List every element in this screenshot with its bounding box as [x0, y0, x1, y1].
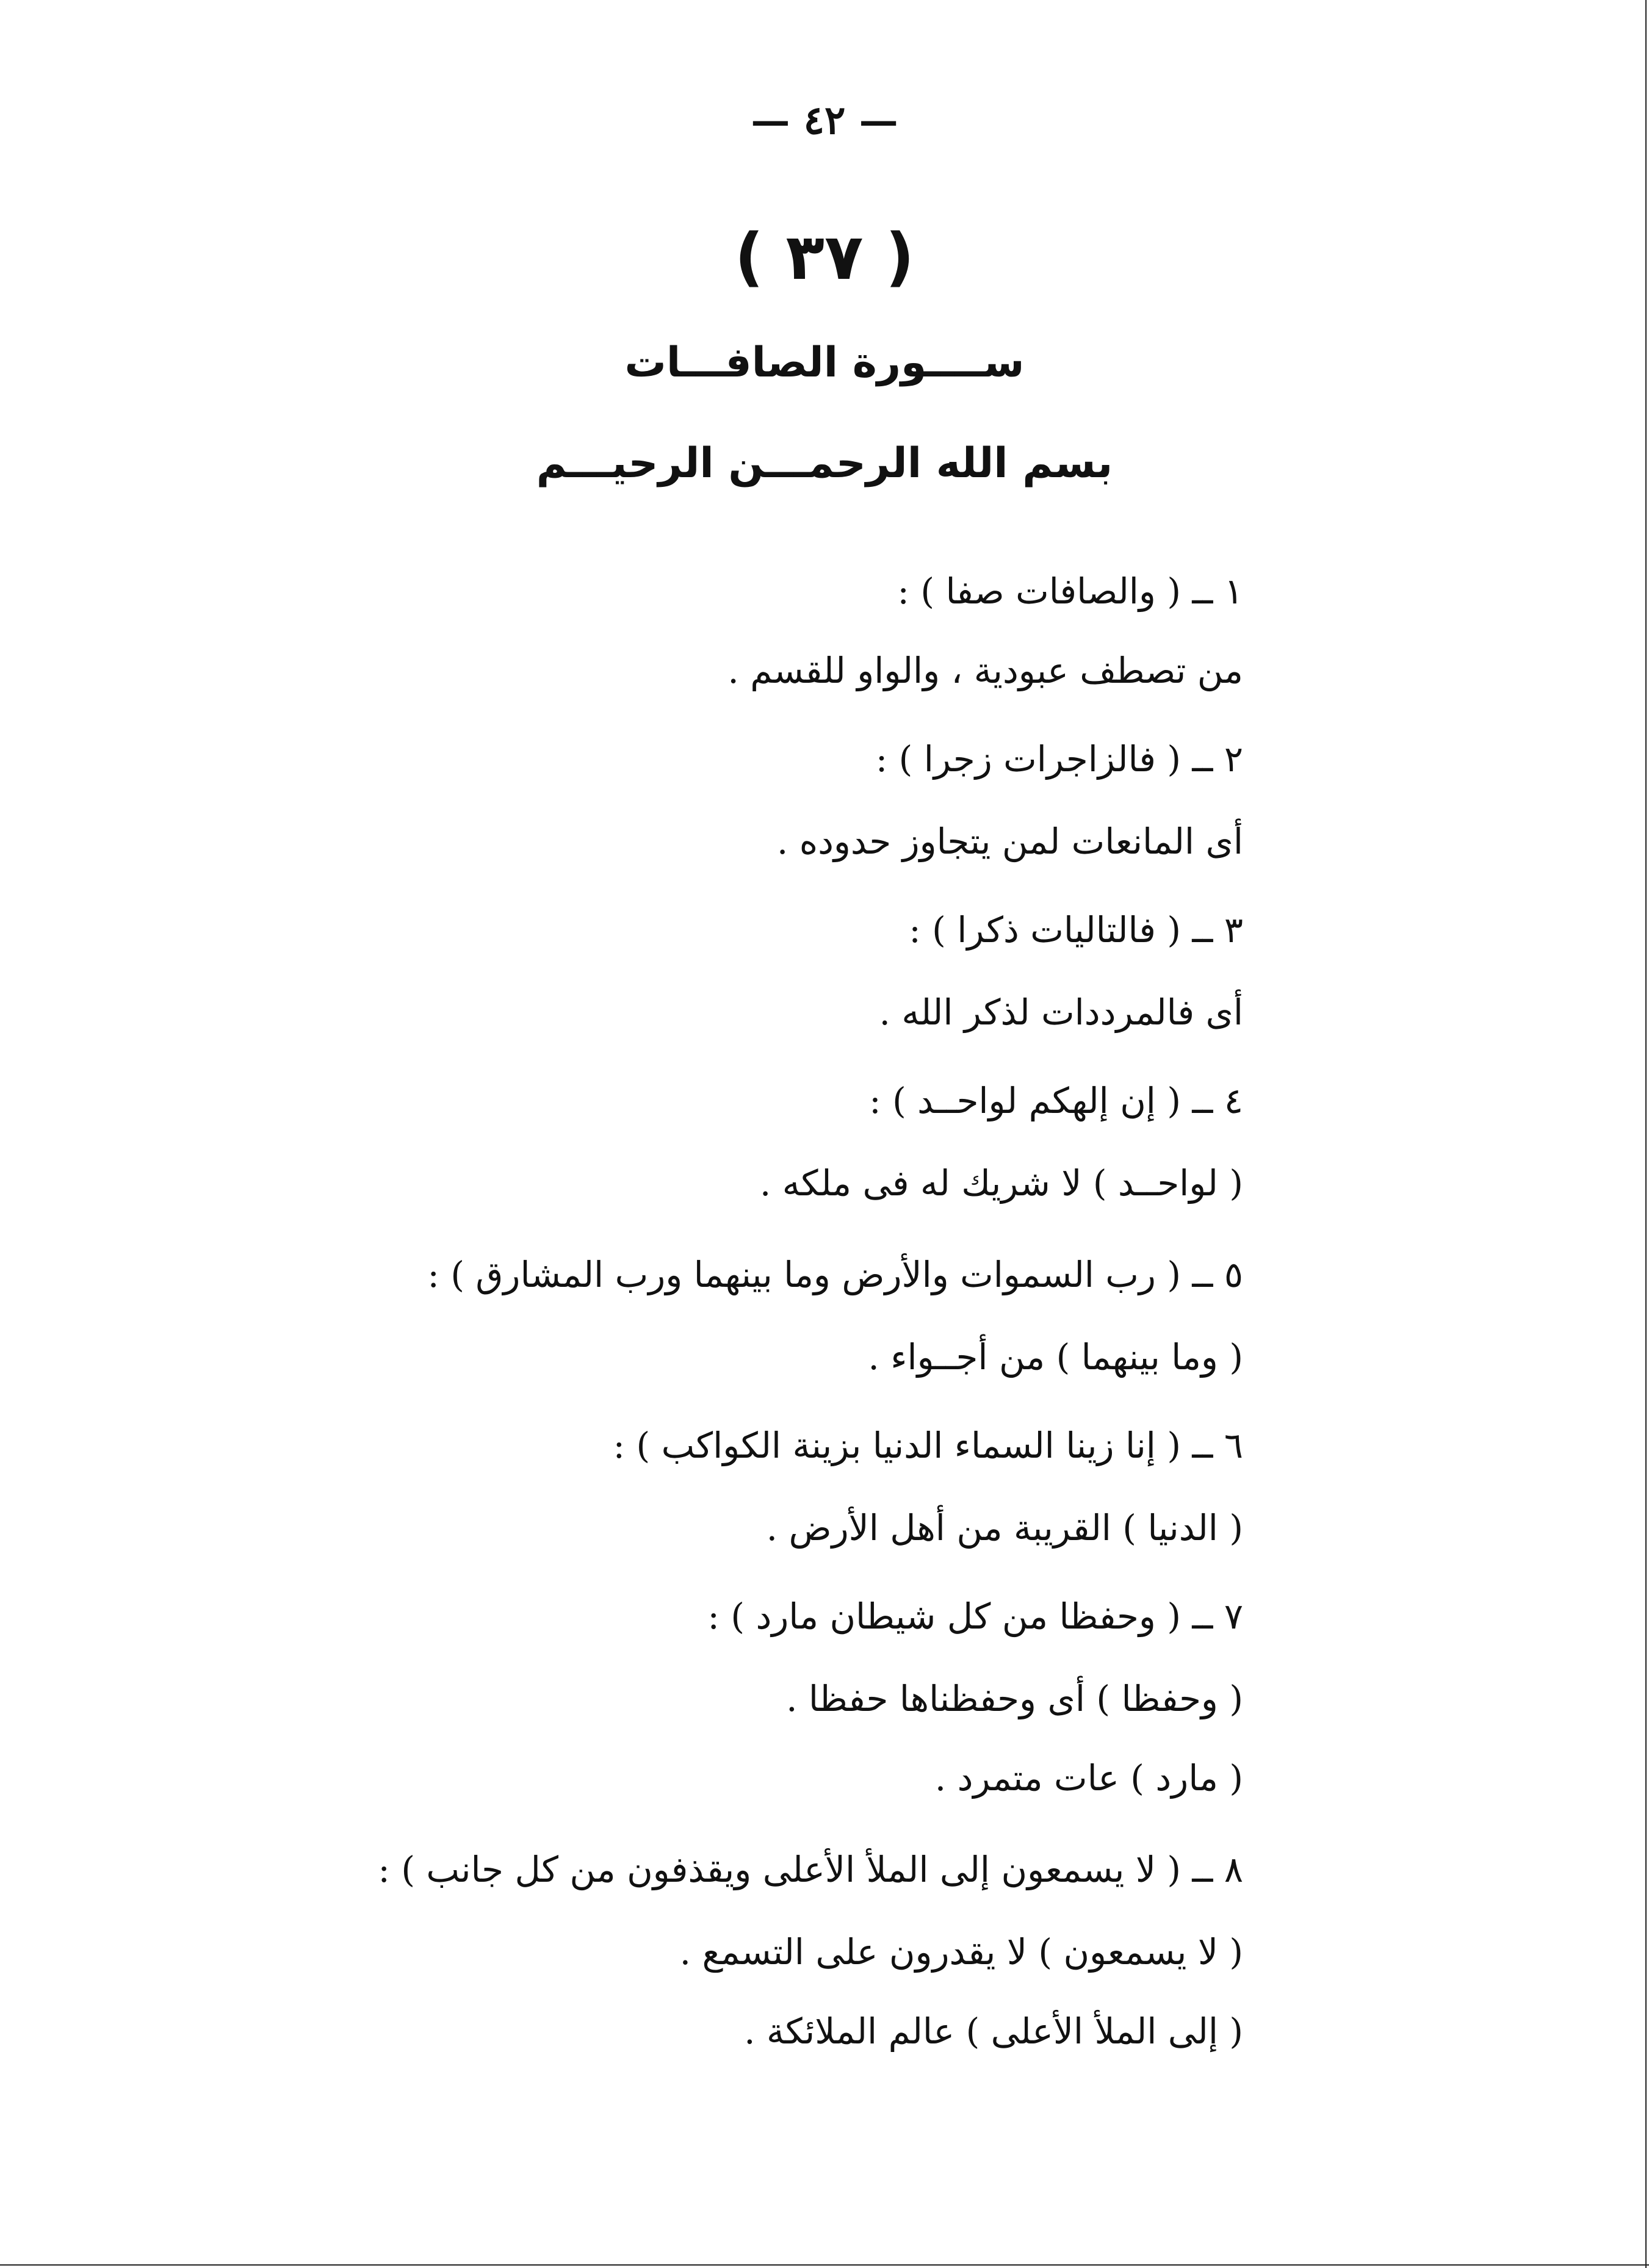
- verse-heading-1: ١ ــ ( والصافات صفا ) :: [897, 571, 1243, 612]
- verse-gloss-6: ( الدنيا ) القريبة من أهل الأرض .: [766, 1507, 1243, 1549]
- verse-gloss-3: أى فالمرددات لذكر الله .: [879, 992, 1243, 1033]
- verse-gloss-2: أى المانعات لمن يتجاوز حدوده .: [776, 821, 1243, 862]
- basmala: بسم الله الرحمـــن الرحيـــم: [536, 439, 1113, 488]
- verse-heading-3: ٣ ــ ( فالتاليات ذكرا ) :: [909, 909, 1243, 951]
- page-number: — ٤٢ —: [751, 98, 898, 143]
- verse-heading-2: ٢ ــ ( فالزاجرات زجرا ) :: [875, 738, 1243, 780]
- verse-gloss-5: ( وما بينهما ) من أجــواء .: [868, 1336, 1243, 1378]
- verse-gloss-7b: ( مارد ) عات متمرد .: [934, 1757, 1243, 1799]
- verse-heading-4: ٤ ــ ( إن إلهكم لواحــد ) :: [869, 1080, 1243, 1121]
- surah-title: ســــورة الصافـــات: [624, 339, 1025, 387]
- verse-gloss-1: من تصطف عبودية ، والواو للقسم .: [727, 650, 1243, 691]
- verse-gloss-8a: ( لا يسمعون ) لا يقدرون على التسمع .: [679, 1931, 1243, 1973]
- verse-heading-7: ٧ ــ ( وحفظا من كل شيطان مارد ) :: [707, 1596, 1243, 1637]
- verse-heading-6: ٦ ــ ( إنا زينا السماء الدنيا بزينة الكواكب ) :: [613, 1425, 1243, 1466]
- verse-gloss-7a: ( وحفظا ) أى وحفظناها حفظا .: [786, 1678, 1243, 1719]
- page-edge-bottom: [0, 2264, 1649, 2266]
- verse-gloss-8b: ( إلى الملأ الأعلى ) عالم الملائكة .: [744, 2011, 1243, 2052]
- verse-heading-5: ٥ ــ ( رب السموات والأرض وما بينهما ورب المشارق ) :: [427, 1254, 1243, 1295]
- surah-number: ( ٣٧ ): [734, 220, 915, 294]
- verse-heading-8: ٨ ــ ( لا يسمعون إلى الملأ الأعلى ويقذفون من كل جانب ) :: [378, 1849, 1243, 1890]
- verse-gloss-4: ( لواحــد ) لا شريك له فى ملكه .: [759, 1162, 1243, 1204]
